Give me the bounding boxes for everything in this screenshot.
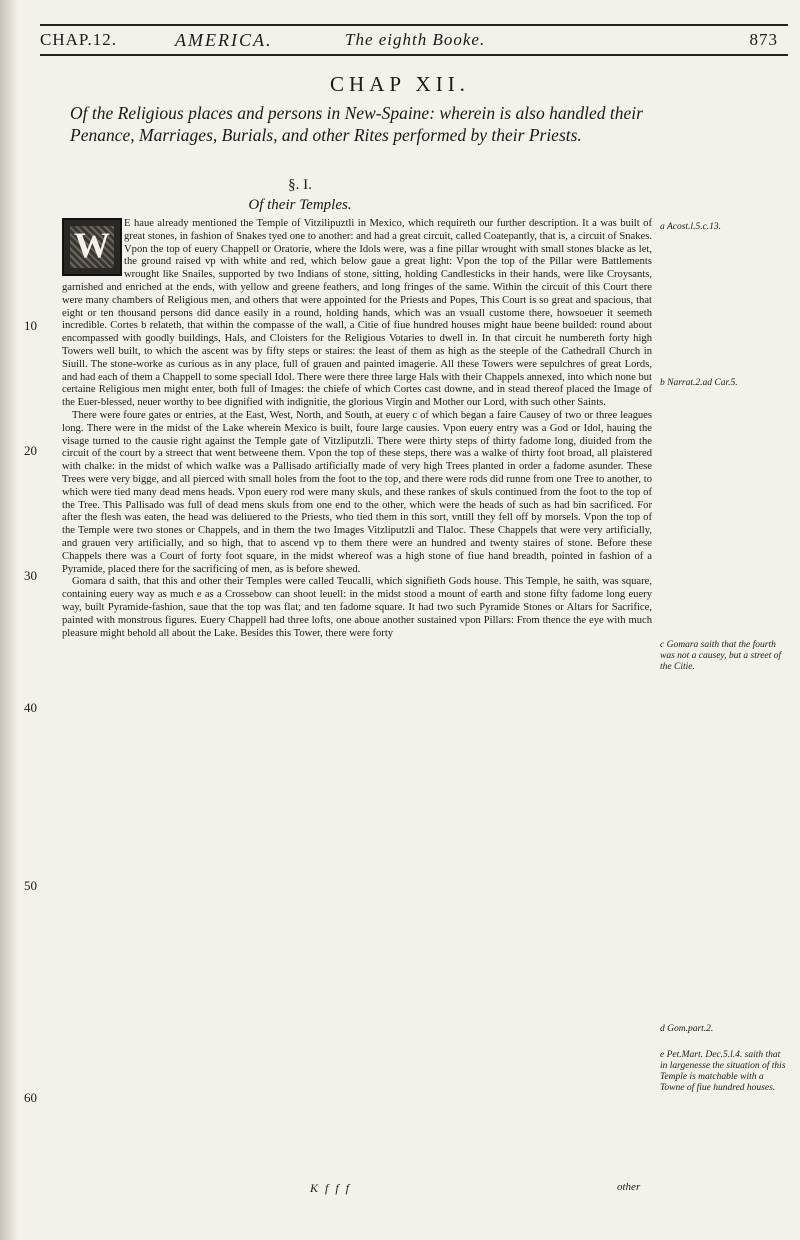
initial-letter: W xyxy=(74,225,110,265)
line-number: 40 xyxy=(24,700,37,715)
head-rule xyxy=(40,54,788,56)
chapter-number: CHAP XII. xyxy=(330,72,470,96)
chapter-title: Of the Religious places and persons in New-Spaine: wherein is also handled their Penance, Marriages, Burials, and other Rites performed by their Priests. xyxy=(70,103,643,145)
running-head-title: AMERICA. xyxy=(175,30,273,50)
page-number: 873 xyxy=(749,30,778,49)
line-number: 10 xyxy=(24,318,37,333)
margin-note: b Narrat.2.ad Car.5. xyxy=(660,378,738,388)
line-number: 20 xyxy=(24,443,37,458)
running-head xyxy=(40,30,788,52)
running-head-book: The eighth Booke. xyxy=(345,30,486,49)
margin-note: a Acost.l.5.c.13. xyxy=(660,222,722,232)
top-rule xyxy=(40,24,788,26)
margin-note: d Gom.part.2. xyxy=(660,1024,714,1034)
line-number: 60 xyxy=(24,1090,37,1105)
section-title: Of their Temples. xyxy=(248,197,352,213)
paragraph: Gomara d saith, that this and other their Temples were called Teucalli, which signifieth Gods house. This Temple, he saith, was square, containing euery way as much e as a Crossebow can shoot leuell: in the midst stood a mount of earth and stone fifty fadome long euery way, built Pyramide-fashion, saue that the top was flat; and ten fadome square. It had two such Pyramide Stones or Altars for Sacrifice, painted with monstrous figures. Euery Chappell had three lofts, one aboue another sustained vpon Pillars: From thence the eye with much pleasure might behold all about the Lake. Besides this Tower, there were forty xyxy=(62,576,652,639)
catchword: other xyxy=(617,1181,641,1193)
paragraph: E haue already mentioned the Temple of Vitzilipuztli in Mexico, which requireth our further description. It a was built of great stones, in fashion of Snakes tyed one to another: and had a great circuit, called Coatepantly, that is, a circuit of Snakes. Vpon the top of euery Chappell or Oratorie, where the Idols were, was a fine pillar wrought with small stones blacke as let, the ground raised vp with white and red, which below gaue a great light: Vpon the top of the Pillar were Battlements wrought like Snailes, supported by two Indians of stone, sitting, holding Candlesticks in their hands, were like Croysants, garnished and enriched at the ends, with yellow and greene feathers, and long fringes of the same. Within the circuit of this Court there were many chambers of Religious men, and others that were appointed for the Priests and Popes, This Court is so great and spacious, that eight or ten thousand persons did dance easily in a round, holding hands, which was an vsuall custome there, howsoeuer it seemeth incredible. Cortes b relateth, that within the compasse of the wall, a Citie of fiue hundred houses might haue beene builded: round about encompassed with goodly buildings, Hals, and Cloisters for the Religious Votaries to dwell in. In that circuit he numbereth forty high Towers well built, to which the ascent was by fifty steps or staires: the least of them as high as the steeple of the Cathedrall Church in Siuill. The stone-worke as curious as in any place, full of grauen and painted imagerie. All these Towers were sepulchres of great Lords, and had each of them a Chappell to some speciall Idol. There were there three large Hals with their Chappels annexed, into which none but certaine Religious men might enter, both full of Images: the chiefe of which Cortes cast downe, and in stead thereof placed the Image of the Euer-blessed, neuer worthy to bee dignified with indignitie, the glorious Virgin and Mother our Lord, with such other Saints. xyxy=(62,218,652,409)
margin-note: e Pet.Mart. Dec.5.l.4. saith that in largenesse the situation of this Temple is matchable with a Towne of fiue hundred houses. xyxy=(660,1050,786,1093)
page-binding-edge xyxy=(0,0,18,1240)
running-head-chapter: CHAP.12. xyxy=(40,30,117,49)
main-text xyxy=(62,218,652,640)
signature-mark: K f f f xyxy=(310,1181,352,1195)
line-number: 30 xyxy=(24,568,37,583)
section-number: §. I. xyxy=(288,177,312,193)
decorated-initial xyxy=(62,218,122,276)
paragraph: There were foure gates or entries, at the East, West, North, and South, at euery c of which began a faire Causey of two or three leagues long. There were in the midst of the Lake wherein Mexico is built, foure large causies. Vpon euery entry was a God or Idol, hauing the visage turned to the causie right against the Temple gate of Vitzliputzli. There were thirty steps of thirty fadome long, diuided from the circuit of the court by a streect that went betweene them. Vpon the top of these steps, there was a walke of thirty foot broad, all plaistered with chalke: in the midst of which walke was a Pallisado artificially made of very high Trees planted in order a fadome asunder. These Trees were very bigge, and all pierced with small holes from the foot to the top, and there were rods did runne from one Tree to another, to which were tied many dead mens heads. Vpon euery rod were many skuls, and these rankes of skuls continued from the foot to the top of the Tree. This Pallisado was full of dead mens skuls from one end to the other, which were the heads of such as had bin sacrificed. For after the flesh was eaten, the head was deliuered to the Priests, who tied them in this sort, vntill they fell off by morsels. Vpon the top of the Temple were two stones or Chappels, and in them the two Images Vitzliputzli and Tlaloc. These Chappels that were very artificially, and grauen very artificially, and so high, that to ascend vp to them there were an hundred and twenty staires of stone. Before these Chappels there was a Court of forty foot square, in the midst whereof was a high stone of fiue hand breadth, pointed in fashion of a Pyramide, placed there for the sacrificing of men, as is before shewed. xyxy=(62,409,652,575)
line-number: 50 xyxy=(24,878,37,893)
margin-note: c Gomara saith that the fourth was not a causey, but a street of the Citie. xyxy=(660,640,782,672)
